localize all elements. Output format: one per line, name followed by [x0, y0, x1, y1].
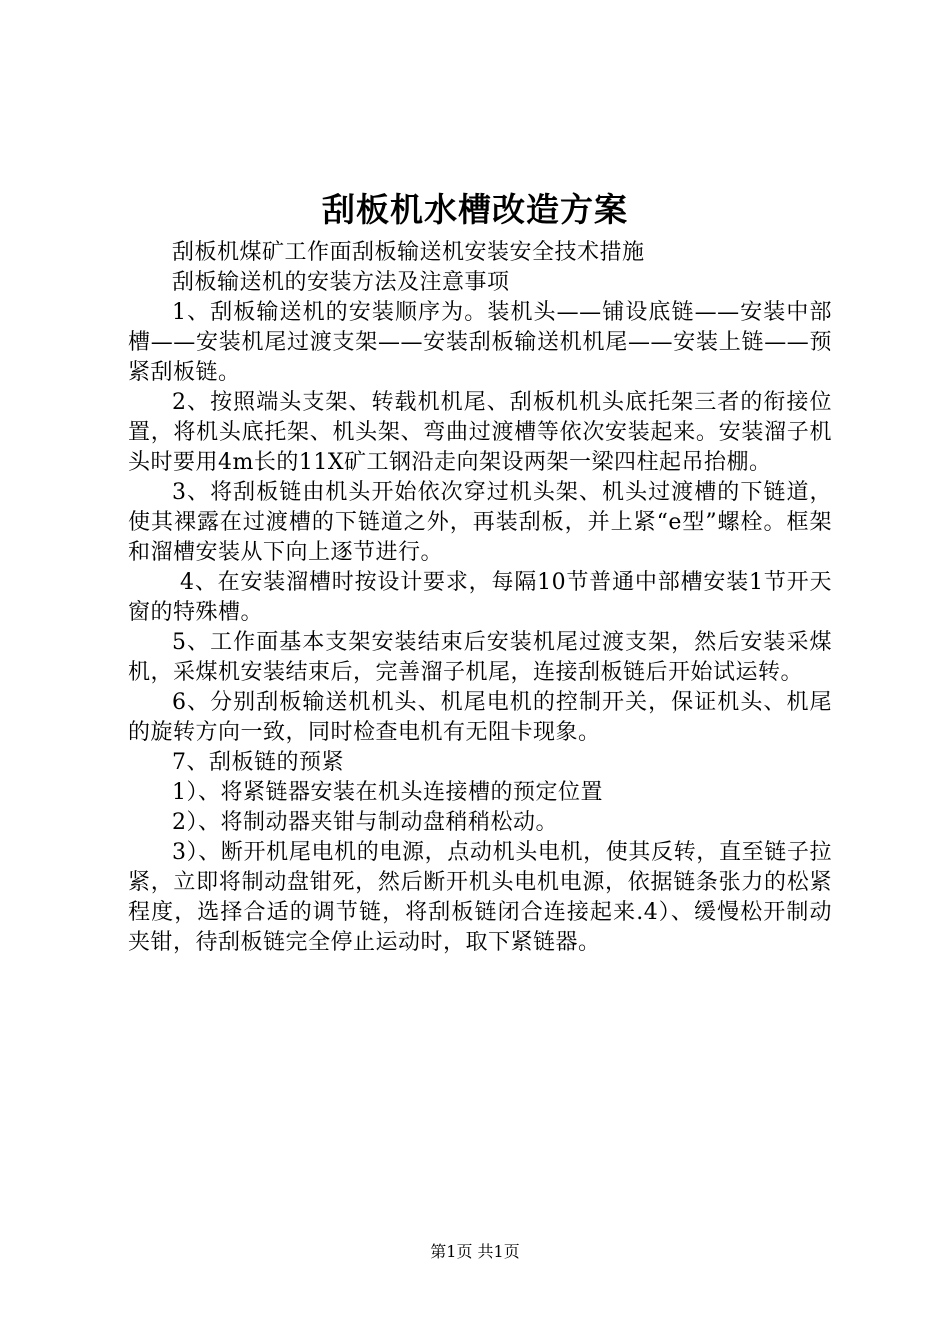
paragraph-intro-2: 刮板输送机的安装方法及注意事项	[172, 270, 510, 295]
document-title: 刮板机水槽改造方案	[322, 190, 628, 229]
paragraph-step-5: 5、工作面基本支架安装结束后安装机尾过渡支架，然后安装采煤机，采煤机安装结束后，完善溜子机尾，连接刮板链后开始试运转。	[128, 630, 832, 685]
paragraph-substep-3: 3）、断开机尾电机的电源，点动机头电机，使其反转，直至链子拉紧，立即将制动盘钳死，然后断开机头电机电源，依据链条张力的松紧程度，选择合适的调节链，将刮板链闭合连接起来.4）、缓慢松开制动夹钳，待刮板链完全停止运动时，取下紧链器。	[128, 840, 832, 955]
paragraph-step-6: 6、分别刮板输送机机头、机尾电机的控制开关，保证机头、机尾的旋转方向一致，同时检查电机有无阻卡现象。	[128, 690, 832, 745]
page-number-footer: 第1页 共1页	[430, 1242, 520, 1261]
paragraph-step-7: 7、刮板链的预紧	[172, 750, 344, 775]
paragraph-substep-1: 1）、将紧链器安装在机头连接槽的预定位置	[172, 780, 603, 805]
paragraph-step-4: 4、在安装溜槽时按设计要求，每隔10节普通中部槽安装1节开天窗的特殊槽。	[128, 570, 832, 625]
document-body	[128, 238, 832, 958]
paragraph-step-1: 1、刮板输送机的安装顺序为。装机头——铺设底链——安装中部槽——安装机尾过渡支架——安装刮板输送机机尾——安装上链——预紧刮板链。	[128, 300, 832, 385]
paragraph-step-3: 3、将刮板链由机头开始依次穿过机头架、机头过渡槽的下链道，使其裸露在过渡槽的下链道之外，再装刮板，并上紧“e型”螺栓。框架和溜槽安装从下向上逐节进行。	[128, 480, 832, 565]
paragraph-step-2: 2、按照端头支架、转载机机尾、刮板机机头底托架三者的衔接位置，将机头底托架、机头架、弯曲过渡槽等依次安装起来。安装溜子机头时要用4m长的11X矿工钢沿走向架设两架一梁四柱起吊抬棚。	[128, 390, 832, 475]
paragraph-substep-2: 2）、将制动器夹钳与制动盘稍稍松动。	[172, 810, 558, 835]
paragraph-intro-1: 刮板机煤矿工作面刮板输送机安装安全技术措施	[172, 240, 645, 265]
